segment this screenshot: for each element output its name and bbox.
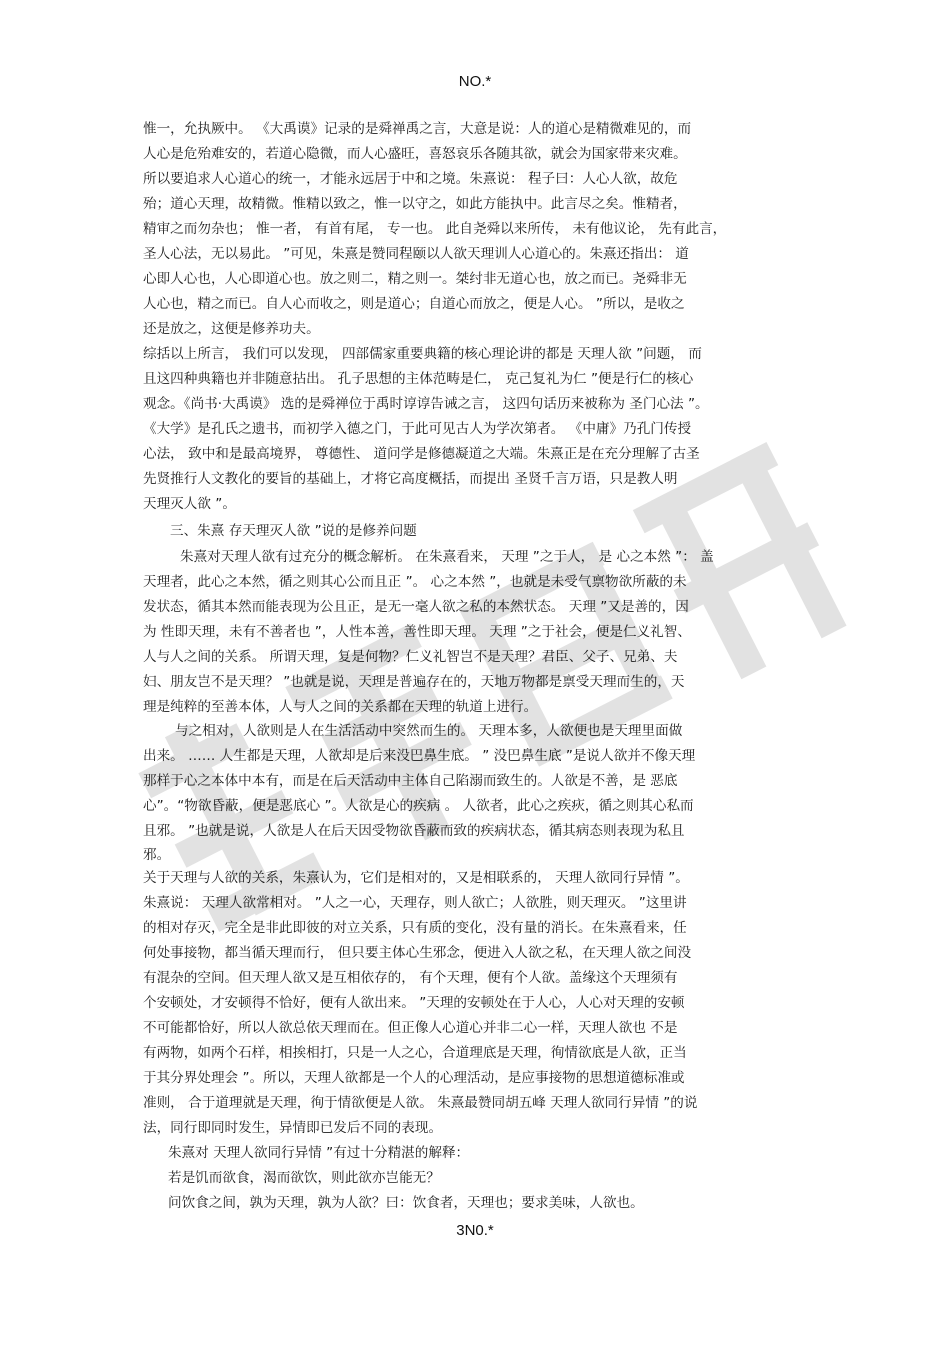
text-line: 心法， 致中和是最高境界， 尊德性、 道问学是修德凝道之大端。朱熹正是在充分理解了古圣	[143, 446, 700, 462]
text-line: 天理者，此心之本然，循之则其心公而且正 ”。 心之本然 ”，也就是未受气禀物欲所蔽的未	[143, 574, 687, 590]
text-line: 还是放之，这便是修养功夫。	[143, 321, 320, 337]
text-line: 个安顿处，才安顿得不恰好，便有人欲出来。 ”天理的安顿处在于人心，人心对天理的安顿	[143, 995, 685, 1011]
text-line: 人心也，精之而已。自人心而收之，则是道心；自道心而放之，便是人心。 ”所以，是收之	[143, 296, 685, 312]
text-line: 所以要追求人心道心的统一，才能永远居于中和之境。朱熹说： 程子曰：人心人欲，故危	[143, 171, 678, 187]
text-line: 理是纯粹的至善本体，人与人之间的关系都在天理的轨道上进行。	[143, 699, 538, 715]
text-line: 与之相对，人欲则是人在生活活动中突然而生的。 天理本多，人欲便也是天理里面做	[175, 723, 683, 739]
text-line: 天理灭人欲 ”。	[143, 496, 236, 512]
text-line: 圣人心法，无以易此。 ”可见，朱熹是赞同程颐以人欲天理训人心道心的。朱熹还指出： 道	[143, 246, 689, 262]
text-line: 的相对存灭，完全是非此即彼的对立关系，只有质的变化，没有量的消长。在朱熹看来，任	[143, 920, 687, 936]
text-line: 朱熹说： 天理人欲常相对。 ”人之一心，天理存，则人欲亡；人欲胜，则天理灭。 ”这里讲	[143, 895, 687, 911]
text-line: 心即人心也，人心即道心也。放之则二，精之则一。桀纣非无道心也，放之而已。尧舜非无	[143, 271, 687, 287]
text-line: 为 性即天理，未有不善者也 ”，人性本善，善性即天理。 天理 ”之于社会，便是仁义礼智、	[143, 624, 691, 640]
text-line: 准则， 合于道理就是天理，徇于情欲便是人欲。 朱熹最赞同胡五峰 天理人欲同行异情 ”的说	[143, 1095, 698, 1111]
text-line: 邪。	[143, 847, 171, 863]
text-line: 殆；道心天理，故精微。惟精以致之，惟一以守之，如此方能执中。此言尽之矣。惟精者，	[143, 196, 687, 212]
text-line: 那样于心之本体中本有，而是在后天活动中主体自己陷溺而致生的。人欲是不善，是 恶底	[143, 773, 678, 789]
text-line: 有混杂的空间。但天理人欲又是互相依存的， 有个天理，便有个人欲。盖缘这个天理须有	[143, 970, 678, 986]
text-line: 先贤推行人文教化的要旨的基础上，才将它高度概括，而提出 圣贤千言万语，只是教人明	[143, 471, 678, 487]
text-line: 心”。“物欲昏蔽，便是恶底心 ”。人欲是心的疾病 。 人欲者，此心之疾疢，循之则其心私而	[143, 798, 694, 814]
text-line: 发状态，循其本然而能表现为公且正，是无一毫人欲之私的本然状态。 天理 ”又是善的，因	[143, 599, 689, 615]
text-line: 观念。《尚书·大禹谟》 选的是舜禅位于禹时谆谆告诫之言， 这四句话历来被称为 圣门心法 ”。	[143, 396, 709, 412]
text-line: 问饮食之间，孰为天理，孰为人欲？曰：饮食者，天理也；要求美味，人欲也。	[168, 1195, 644, 1211]
text-line: 妇、朋友岂不是天理？ ”也就是说，天理是普遍存在的，天地万物都是禀受天理而生的，天	[143, 674, 685, 690]
text-line: 于其分界处理会 ”。所以，天理人欲都是一个人的心理活动，是应事接物的思想道德标准或	[143, 1070, 685, 1086]
text-line: 且这四种典籍也并非随意拈出。 孔子思想的主体范畴是仁， 克己复礼为仁 ”便是行仁的核心	[143, 371, 694, 387]
text-line: 何处事接物，都当循天理而行， 但只要主体心生邪念，便进入人欲之私，在天理人欲之间没	[143, 945, 692, 961]
page-header: NO.*	[458, 73, 492, 90]
text-line: 若是饥而欲食，渴而欲饮，则此欲亦岂能无？	[168, 1170, 440, 1186]
text-line: 综括以上所言， 我们可以发现， 四部儒家重要典籍的核心理论讲的都是 天理人欲 ”问题， 而	[143, 346, 702, 362]
text-line: 法，同行即同时发生，异情即已发后不同的表现。	[143, 1120, 443, 1136]
text-line: 关于天理与人欲的关系，朱熹认为，它们是相对的，又是相联系的， 天理人欲同行异情 ”。	[143, 870, 689, 886]
text-line: 精审之而勿杂也； 惟一者， 有首有尾， 专一也。 此自尧舜以来所传， 未有他议论， 先有此言，	[143, 221, 727, 237]
text-line: 《大学》是孔氏之遗书，而初学入德之门，于此可见古人为学次第者。 《中庸》乃孔门传授	[143, 421, 692, 437]
page-footer: 3N0.*	[456, 1222, 494, 1239]
text-line: 朱熹对天理人欲有过充分的概念解析。 在朱熹看来， 天理 ”之于人， 是 心之本然 ”： 盖	[180, 549, 714, 565]
text-line: 人心是危殆难安的，若道心隐微，而人心盛旺，喜怒哀乐各随其欲，就会为国家带来灾难。	[143, 146, 687, 162]
text-line: 惟一，允执厥中。 《大禹谟》记录的是舜禅禹之言，大意是说：人的道心是精微难见的，而	[143, 121, 692, 137]
text-line: 朱熹对 天理人欲同行异情 ”有过十分精湛的解释：	[168, 1145, 470, 1161]
text-line: 有两物，如两个石样，相挨相打，只是一人之心，合道理底是天理，徇情欲底是人欲，正当	[143, 1045, 687, 1061]
text-line: 人与人之间的关系。 所谓天理，复是何物？仁义礼智岂不是天理？君臣、父子、兄弟、夫	[143, 649, 678, 665]
text-line: 三、朱熹 存天理灭人欲 ”说的是修养问题	[170, 523, 417, 539]
text-line: 不可能都恰好，所以人欲总依天理而在。但正像人心道心并非二心一样，天理人欲也 不是	[143, 1020, 678, 1036]
text-line: 且邪。 ”也就是说，人欲是人在后天因受物欲昏蔽而致的疾病状态，循其病态则表现为私且	[143, 823, 685, 839]
text-line: 出来。 …… 人生都是天理，人欲却是后来没巴鼻生底。 ” 没巴鼻生底 ”是说人欲并不像天理	[143, 748, 696, 764]
